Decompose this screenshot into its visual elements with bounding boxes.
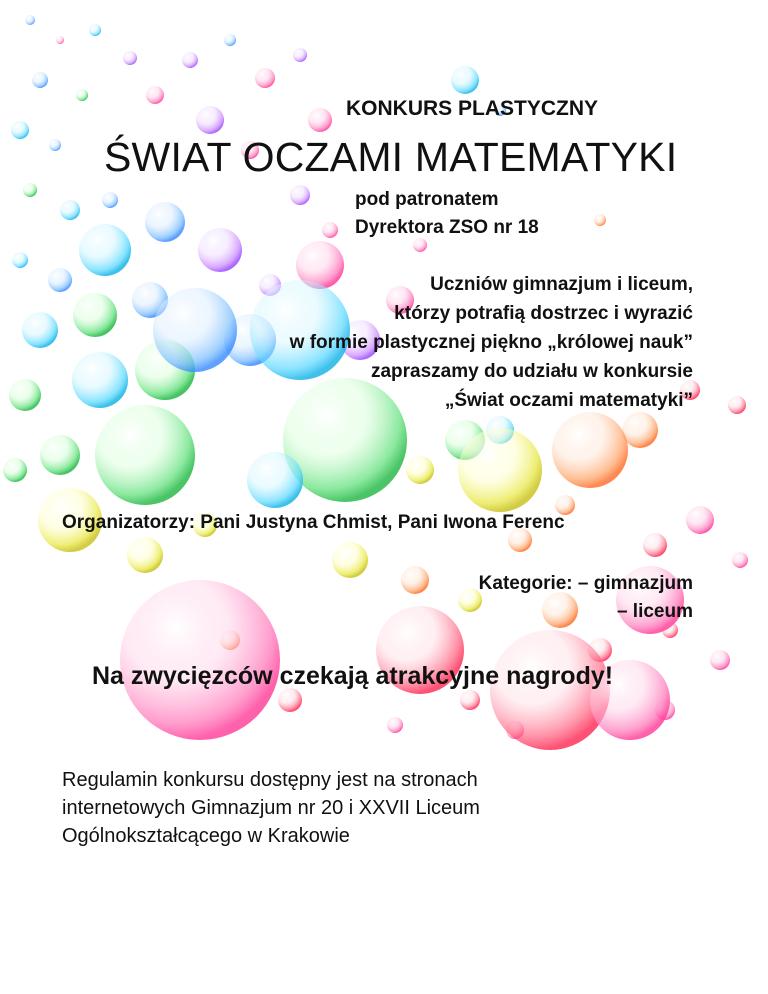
rules-line: Ogólnokształcącego w Krakowie xyxy=(62,825,350,847)
invitation-line: w formie plastycznej piękno „królowej nauk” xyxy=(289,332,693,353)
poster-title: ŚWIAT OCZAMI MATEMATYKI xyxy=(104,134,678,180)
prizes-line: Na zwycięzców czekają atrakcyjne nagrody! xyxy=(92,662,614,690)
organizers-line: Organizatorzy: Pani Justyna Chmist, Pani Iwona Ferenc xyxy=(62,512,565,533)
category-line: Kategorie: – gimnazjum xyxy=(478,573,693,594)
patronage-block xyxy=(355,186,539,242)
invitation-line: „Świat oczami matematyki” xyxy=(444,390,693,411)
invitation-line: zapraszamy do udziału w konkursie xyxy=(370,361,693,382)
patronage-line: pod patronatem xyxy=(355,189,499,210)
rules-block xyxy=(62,766,622,850)
contest-label: KONKURS PLASTYCZNY xyxy=(346,97,599,120)
rules-line: Regulamin konkursu dostępny jest na stronach xyxy=(62,769,478,791)
categories-block xyxy=(479,570,693,626)
invitation-line: którzy potrafią dostrzec i wyrazić xyxy=(394,303,693,324)
rules-line: internetowych Gimnazjum nr 20 i XXVII Liceum xyxy=(62,797,480,819)
category-line: – liceum xyxy=(616,601,693,622)
invitation-block xyxy=(290,270,693,415)
patronage-line: Dyrektora ZSO nr 18 xyxy=(355,217,539,238)
invitation-line: Uczniów gimnazjum i liceum, xyxy=(430,274,693,295)
